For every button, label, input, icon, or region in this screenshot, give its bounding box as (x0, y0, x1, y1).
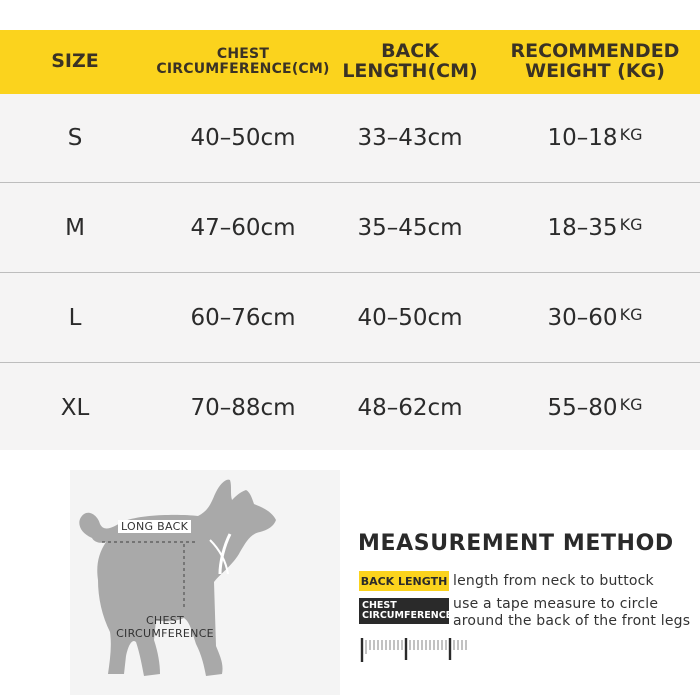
table-row (0, 94, 700, 183)
back-cell: 33–43cm (357, 125, 463, 151)
chest-cell: 60–76cm (190, 305, 296, 331)
header-size: SIZE (51, 50, 99, 73)
chest-cell: 70–88cm (190, 395, 296, 421)
tape-measure-icon (358, 636, 700, 664)
long-back-label: LONG BACK (118, 520, 191, 533)
table-row (0, 364, 700, 453)
back-cell: 40–50cm (357, 305, 463, 331)
weight-cell: 10–18 KG (547, 124, 643, 151)
size-table (0, 94, 700, 450)
size-cell: XL (60, 395, 90, 421)
chest-circumference-label: CHEST CIRCUMFERENCE (116, 614, 214, 641)
chest-circumference-description: use a tape measure to circle around the back of the front legs (453, 596, 691, 629)
weight-cell: 55–80 KG (547, 394, 643, 421)
chest-circumference-tag: CHEST CIRCUMFERENCE (359, 598, 449, 624)
size-cell: S (67, 125, 83, 151)
header-chest-circumference: CHEST CIRCUMFERENCE(CM) (156, 46, 330, 77)
back-cell: 48–62cm (357, 395, 463, 421)
back-length-tag: BACK LENGTH (359, 571, 449, 591)
top-margin (0, 0, 700, 30)
back-length-description: length from neck to buttock (453, 573, 654, 589)
back-cell: 35–45cm (357, 215, 463, 241)
chest-cell: 47–60cm (190, 215, 296, 241)
dog-diagram (70, 470, 340, 695)
table-header (0, 30, 700, 94)
size-cell: L (68, 305, 82, 331)
dog-silhouette-icon (70, 470, 340, 695)
weight-cell: 30–60 KG (547, 304, 643, 331)
size-cell: M (65, 215, 85, 241)
header-recommended-weight: RECOMMENDED WEIGHT (KG) (510, 40, 680, 82)
table-row (0, 184, 700, 273)
chest-cell: 40–50cm (190, 125, 296, 151)
measurement-method-title: MEASUREMENT METHOD (358, 531, 674, 556)
header-back-length: BACK LENGTH(CM) (342, 40, 478, 82)
table-row (0, 274, 700, 363)
weight-cell: 18–35 KG (547, 214, 643, 241)
